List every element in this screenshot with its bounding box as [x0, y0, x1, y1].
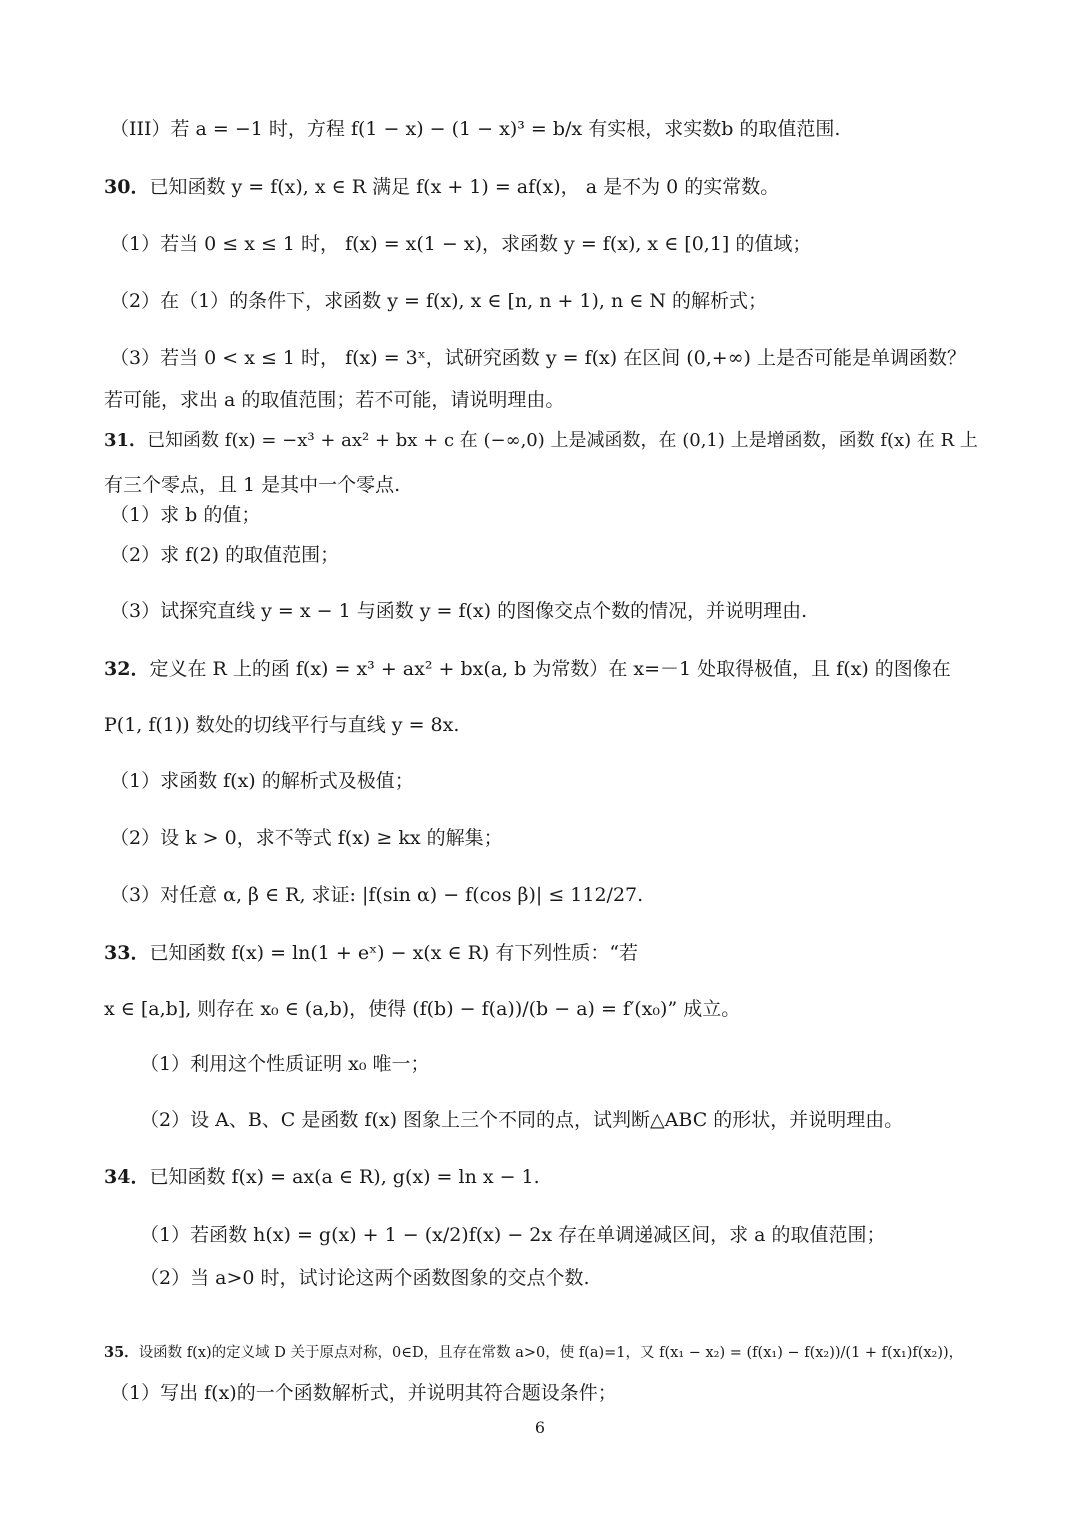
page-number: 6: [534, 1418, 546, 1437]
problem-33: 33．已知函数 f(x) = ln(1 + eˣ) − x(x ∈ R) 有下列性质：“若: [104, 942, 639, 964]
problem-30: 30．已知函数 y = f(x), x ∈ R 满足 f(x + 1) = af(x)， a 是不为 0 的实常数。: [104, 176, 780, 198]
line-9: （1）求 b 的值；: [110, 504, 261, 526]
line-4: （2）在（1）的条件下，求函数 y = f(x), x ∈ [n, n + 1), n ∈ N 的解析式；: [110, 290, 768, 312]
line-20: （2）设 A、B、C 是函数 f(x) 图象上三个不同的点，试判断△ABC 的形状，并说明理由。: [140, 1109, 904, 1131]
problem-32: 32．定义在 R 上的函 f(x) = x³ + ax² + bx(a, b 为常数）在 x=－1 处取得极值，且 f(x) 的图像在: [104, 658, 951, 680]
line-23: （2）当 a>0 时，试讨论这两个函数图象的交点个数.: [140, 1267, 590, 1289]
line-11: （3）试探究直线 y = x − 1 与函数 y = f(x) 的图像交点个数的情况，并说明理由.: [110, 600, 808, 622]
line-1: （III）若 a = −1 时，方程 f(1 − x) − (1 − x)³ = b/x 有实根，求实数b 的取值范围.: [110, 118, 841, 140]
problem-35: 35．设函数 f(x)的定义域 D 关于原点对称，0∈D，且存在常数 a>0，使 f(a)=1，又 f(x₁ − x₂) = (f(x₁) − f(x₂))/(1 + f(x₁)f(x₂))，: [104, 1344, 964, 1361]
line-6: 若可能，求出 a 的取值范围；若不可能，请说明理由。: [104, 389, 565, 411]
line-18: x ∈ [a,b], 则存在 x₀ ∈ (a,b)，使得 (f(b) − f(a))/(b − a) = f′(x₀)” 成立。: [104, 998, 741, 1020]
problem-34: 34．已知函数 f(x) = ax(a ∈ R), g(x) = ln x − 1.: [104, 1166, 540, 1188]
line-3: （1）若当 0 ≤ x ≤ 1 时， f(x) = x(1 − x)，求函数 y = f(x), x ∈ [0,1] 的值域；: [110, 233, 812, 255]
line-25: （1）写出 f(x)的一个函数解析式，并说明其符合题设条件；: [110, 1382, 617, 1404]
line-15: （2）设 k > 0，求不等式 f(x) ≥ kx 的解集；: [110, 827, 503, 849]
line-13: P(1, f(1)) 数处的切线平行与直线 y = 8x.: [104, 714, 460, 736]
line-16: （3）对任意 α, β ∈ R, 求证: |f(sin α) − f(cos β)| ≤ 112/27.: [110, 884, 644, 906]
line-14: （1）求函数 f(x) 的解析式及极值；: [110, 770, 414, 792]
line-10: （2）求 f(2) 的取值范围；: [110, 544, 340, 566]
line-5: （3）若当 0 < x ≤ 1 时， f(x) = 3ˣ，试研究函数 y = f(x) 在区间 (0,+∞) 上是否可能是单调函数？: [110, 347, 966, 369]
problem-31: 31．已知函数 f(x) = −x³ + ax² + bx + c 在 (−∞,0) 上是减函数，在 (0,1) 上是增函数，函数 f(x) 在 R 上: [104, 430, 978, 451]
line-8: 有三个零点，且 1 是其中一个零点.: [104, 474, 401, 496]
line-19: （1）利用这个性质证明 x₀ 唯一；: [140, 1053, 430, 1075]
line-22: （1）若函数 h(x) = g(x) + 1 − (x/2)f(x) − 2x 存在单调递减区间，求 a 的取值范围；: [140, 1224, 886, 1246]
